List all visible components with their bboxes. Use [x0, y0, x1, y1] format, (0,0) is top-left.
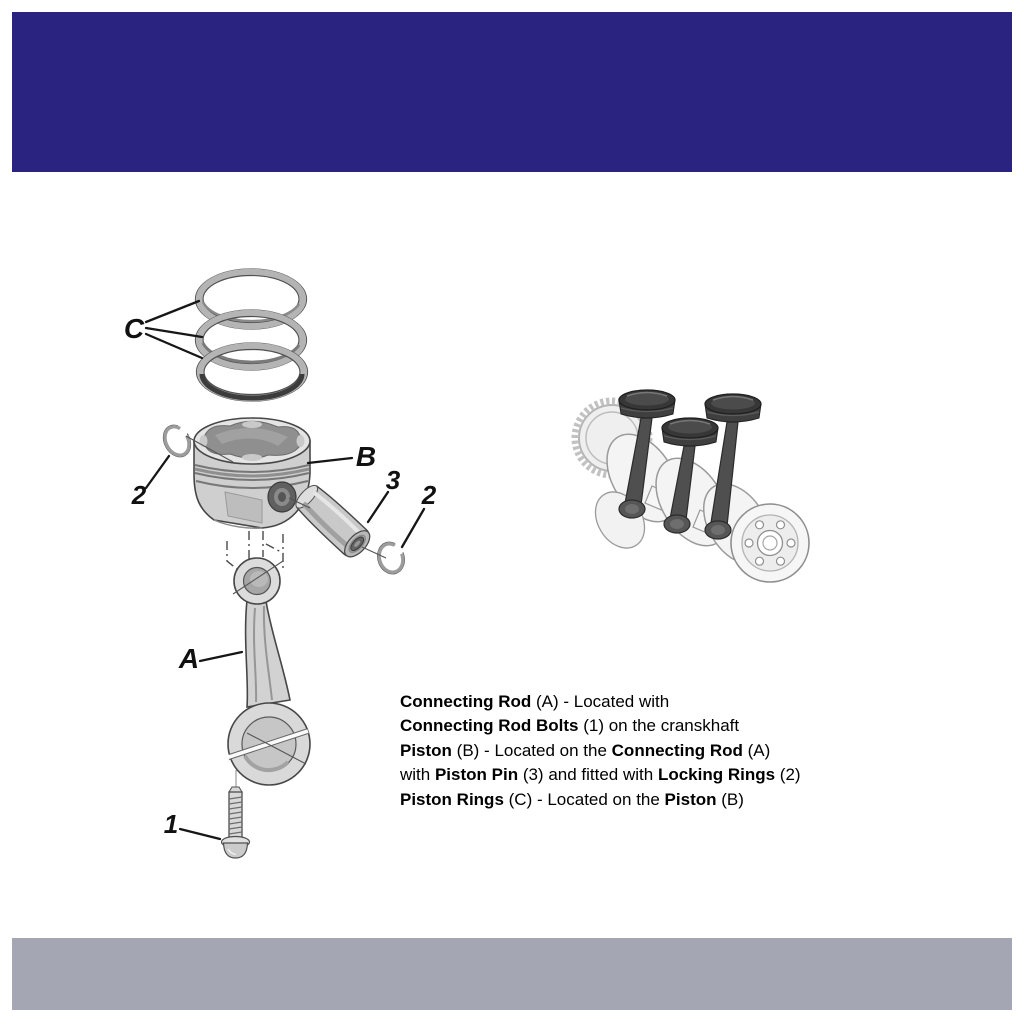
caption-segment: (3) and fitted with: [518, 765, 658, 785]
piston-pin-label: 3: [385, 465, 401, 495]
caption-line: [400, 690, 890, 714]
crank-piston-3: [705, 394, 761, 422]
caption-segment: Connecting Rod: [400, 692, 532, 711]
caption-segment: with: [400, 765, 435, 785]
crank-flange: [731, 504, 809, 582]
piston-rings-label: C: [123, 313, 145, 344]
locking-ring-left-label: 2: [131, 480, 147, 510]
piston-rings-illustration: [196, 269, 308, 401]
piston-pin-illustration: [291, 480, 375, 561]
caption-segment: (B): [716, 789, 744, 809]
locking-ring-left-illustration: [158, 420, 196, 461]
caption-segment: Connecting Rod: [611, 740, 743, 760]
crank-piston-2: [662, 418, 718, 446]
bolt-label: 1: [163, 809, 179, 839]
caption-segment: (1) on the cranskhaft: [578, 716, 740, 736]
connecting-rod-label: A: [178, 643, 200, 674]
caption-segment: (A): [742, 740, 771, 760]
caption-line: [400, 739, 890, 763]
crankshaft-assembly-illustration: [575, 390, 809, 582]
caption-segment: Piston Pin: [434, 765, 519, 785]
caption-segment: Locking Rings: [657, 765, 776, 785]
caption-segment: (A) - Located with: [531, 692, 670, 711]
caption-segment: Piston: [664, 789, 717, 809]
caption-segment: (2): [775, 765, 801, 785]
footer-bar: [12, 938, 1012, 1010]
caption-line: [400, 763, 890, 787]
connecting-rod-illustration: [228, 558, 310, 785]
caption-segment: Piston Rings: [400, 789, 504, 809]
caption-line: [400, 714, 890, 738]
connecting-rod-bolt-illustration: [222, 770, 250, 858]
caption-line: [400, 788, 890, 812]
caption-segment: (B) - Located on the: [451, 740, 612, 760]
caption-segment: Piston: [400, 740, 452, 760]
piston-label: B: [355, 441, 377, 472]
caption-segment: (C) - Located on the: [503, 789, 665, 809]
locking-ring-right-label: 2: [421, 480, 437, 510]
caption: [400, 690, 890, 812]
caption-segment: Connecting Rod Bolts: [400, 716, 579, 736]
crank-piston-1: [619, 390, 675, 418]
piston-illustration: [194, 418, 310, 528]
